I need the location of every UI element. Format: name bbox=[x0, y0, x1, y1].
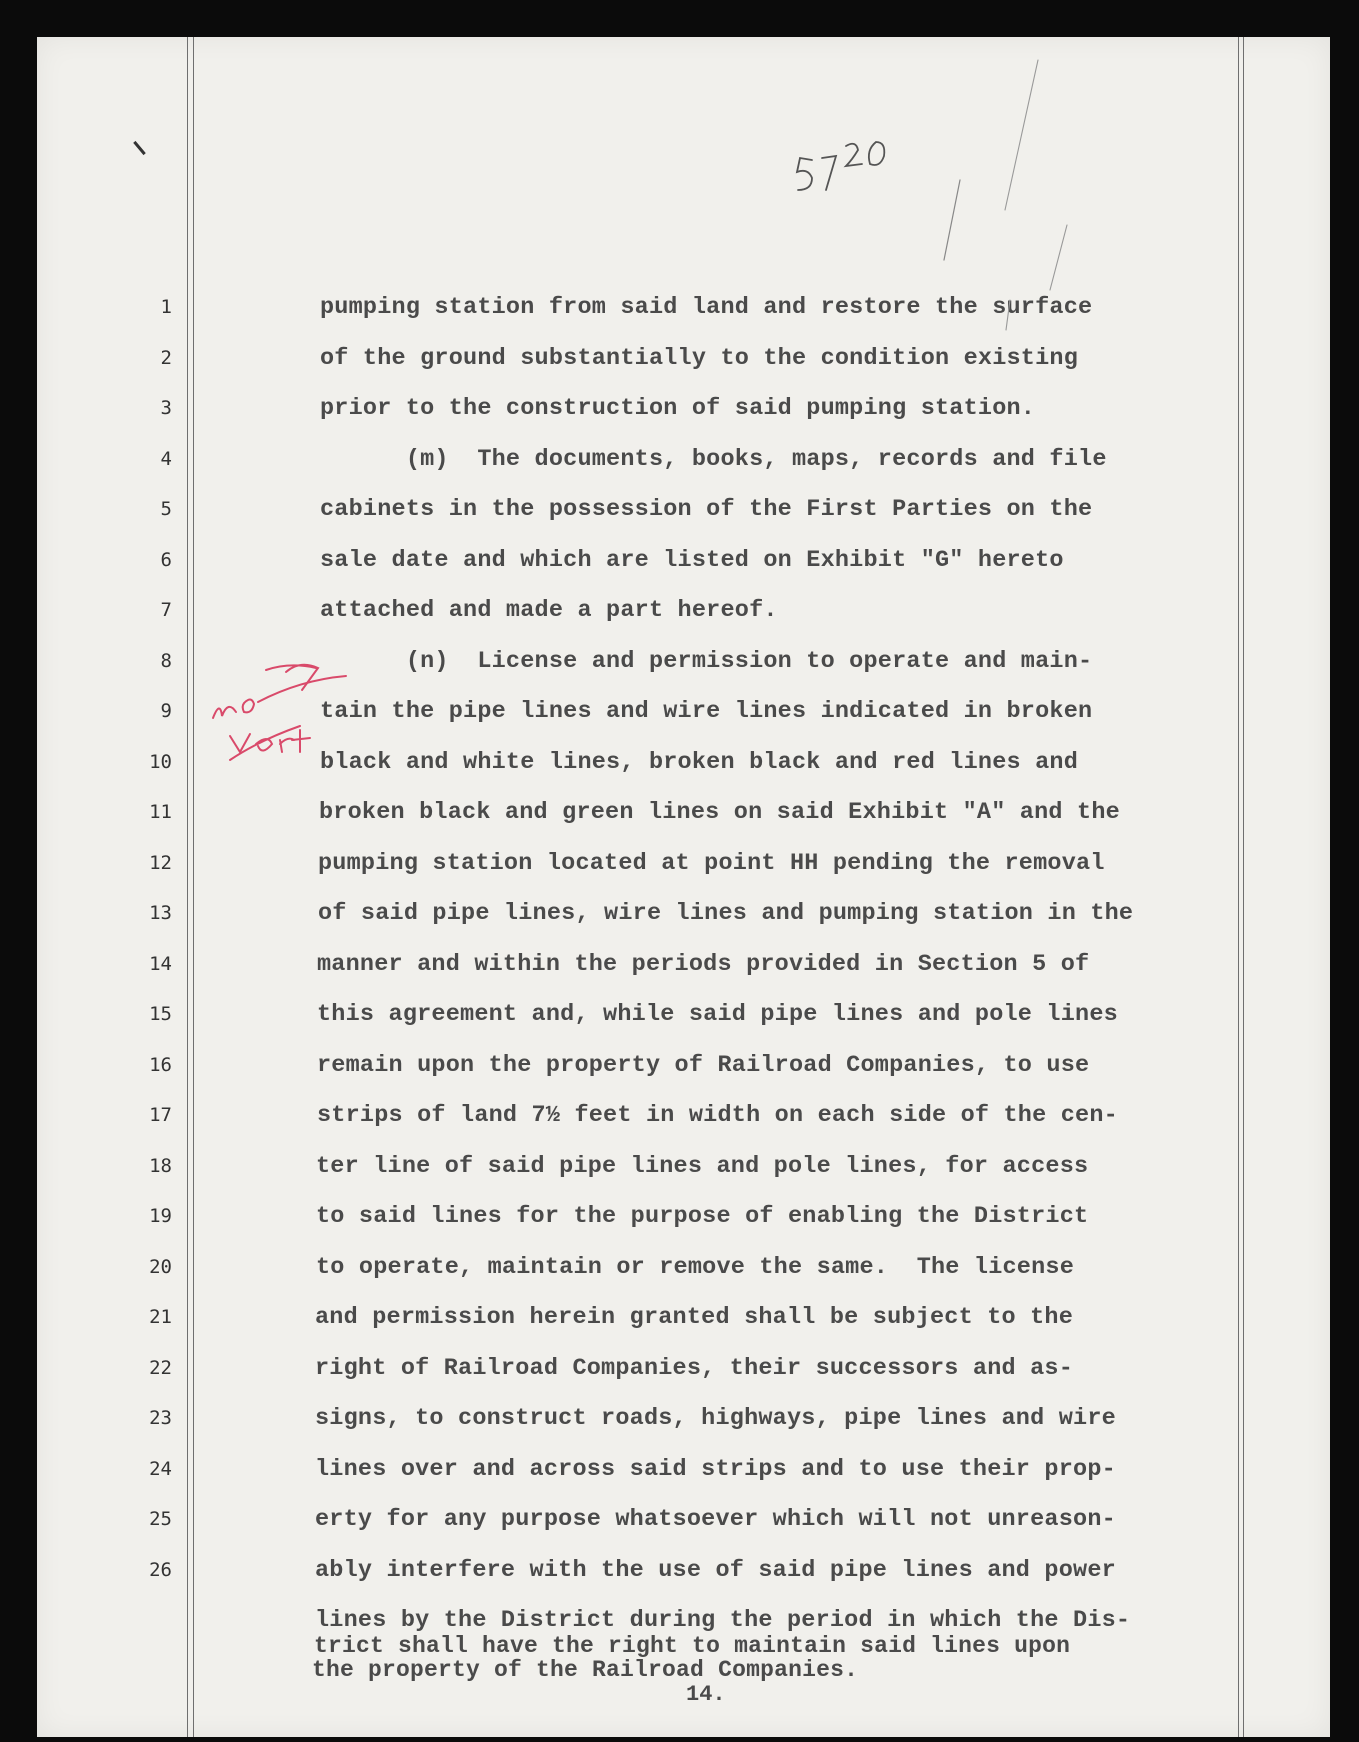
text-line: of said pipe lines, wire lines and pumping station in the bbox=[318, 900, 1134, 927]
line-number: 12 bbox=[149, 852, 172, 874]
line-number: 7 bbox=[160, 599, 172, 621]
text-line: remain upon the property of Railroad Companies, to use bbox=[317, 1052, 1090, 1079]
text-line: strips of land 7½ feet in width on each side of the cen- bbox=[317, 1102, 1118, 1129]
line-number: 10 bbox=[149, 751, 172, 773]
text-line: this agreement and, while said pipe lines and pole lines bbox=[317, 1001, 1118, 1028]
text-line: pumping station located at point HH pending the removal bbox=[318, 850, 1105, 877]
text-line: of the ground substantially to the condition existing bbox=[320, 345, 1079, 372]
text-line: pumping station from said land and restore the surface bbox=[320, 294, 1093, 321]
text-line: to said lines for the purpose of enabling the District bbox=[316, 1203, 1089, 1230]
line-number: 13 bbox=[149, 902, 172, 924]
line-number: 15 bbox=[149, 1003, 172, 1025]
margin-note-no-vert bbox=[213, 665, 346, 760]
text-line: broken black and green lines on said Exhibit "A" and the bbox=[319, 799, 1120, 826]
line-number: 1 bbox=[160, 296, 172, 318]
line-number: 21 bbox=[149, 1306, 172, 1328]
text-line: tain the pipe lines and wire lines indicated in broken bbox=[320, 698, 1093, 725]
line-number: 9 bbox=[160, 700, 172, 722]
line-number: 14 bbox=[149, 953, 172, 975]
text-line: trict shall have the right to maintain said lines upon bbox=[314, 1633, 1071, 1659]
text-line: (n) License and permission to operate and main- bbox=[320, 648, 1093, 675]
line-number: 3 bbox=[160, 397, 172, 419]
line-number: 20 bbox=[149, 1256, 172, 1278]
text-line: and permission herein granted shall be subject to the bbox=[315, 1304, 1074, 1331]
line-number: 2 bbox=[160, 347, 172, 369]
text-line: lines over and across said strips and to use their prop- bbox=[315, 1456, 1116, 1483]
text-line: prior to the construction of said pumping station. bbox=[320, 395, 1036, 422]
line-number: 4 bbox=[160, 448, 172, 470]
line-number: 26 bbox=[149, 1559, 172, 1581]
line-number: 25 bbox=[149, 1508, 172, 1530]
text-line: to operate, maintain or remove the same. The license bbox=[316, 1254, 1075, 1281]
line-number: 23 bbox=[149, 1407, 172, 1429]
page-number: 14. bbox=[686, 1682, 726, 1707]
text-line: (m) The documents, books, maps, records and file bbox=[320, 446, 1107, 473]
text-line: erty for any purpose whatsoever which will not unreason- bbox=[315, 1506, 1116, 1533]
line-number: 18 bbox=[149, 1155, 172, 1177]
line-number: 8 bbox=[160, 650, 172, 672]
text-line: manner and within the periods provided in Section 5 of bbox=[317, 951, 1090, 978]
text-line: cabinets in the possession of the First Parties on the bbox=[320, 496, 1093, 523]
handwritten-note-5720 bbox=[797, 60, 1067, 330]
line-number: 22 bbox=[149, 1357, 172, 1379]
text-line: ably interfere with the use of said pipe lines and power bbox=[315, 1557, 1116, 1584]
line-number: 17 bbox=[149, 1104, 172, 1126]
line-number: 16 bbox=[149, 1054, 172, 1076]
text-line: attached and made a part hereof. bbox=[320, 597, 778, 624]
line-number: 24 bbox=[149, 1458, 172, 1480]
line-number: 19 bbox=[149, 1205, 172, 1227]
text-line: ter line of said pipe lines and pole lines, for access bbox=[316, 1153, 1089, 1180]
line-number: 11 bbox=[149, 801, 172, 823]
text-line: sale date and which are listed on Exhibit "G" hereto bbox=[320, 547, 1064, 574]
text-line: lines by the District during the period in which the Dis- bbox=[315, 1607, 1131, 1634]
text-line: black and white lines, broken black and red lines and bbox=[320, 749, 1079, 776]
line-number: 5 bbox=[160, 498, 172, 520]
text-line: the property of the Railroad Companies. bbox=[312, 1657, 859, 1683]
line-number: 6 bbox=[160, 549, 172, 571]
text-line: signs, to construct roads, highways, pipe lines and wire bbox=[315, 1405, 1116, 1432]
text-line: right of Railroad Companies, their successors and as- bbox=[315, 1355, 1074, 1382]
